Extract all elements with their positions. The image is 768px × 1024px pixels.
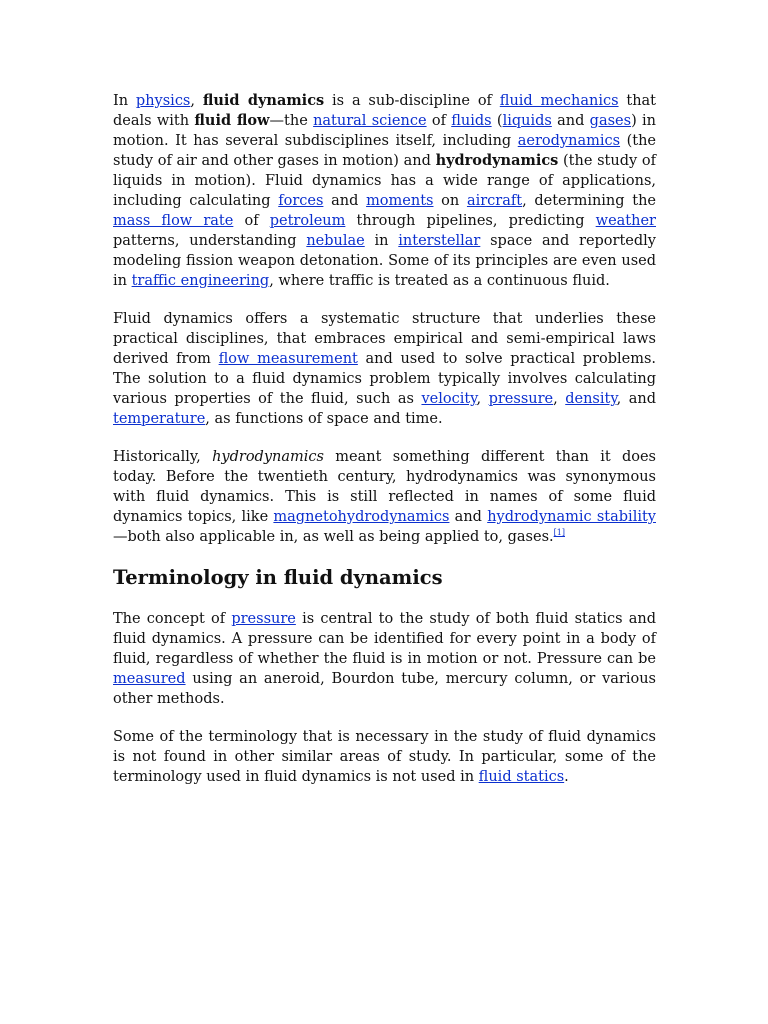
text-run: , — [190, 93, 203, 109]
section-heading: Terminology in fluid dynamics — [113, 566, 443, 589]
text-run: and — [449, 509, 488, 525]
text-run: ( — [491, 113, 503, 129]
text-run: is a sub-discipline of — [324, 93, 500, 109]
link-physics[interactable]: physics — [135, 93, 191, 109]
paragraph-terminology — [113, 727, 656, 787]
text-run: (the study of liquids in motion). Fluid dynamics has a wide range of applications, including calculating — [113, 153, 656, 209]
link-fluids[interactable]: fluids — [451, 113, 492, 129]
link-interstellar[interactable]: interstellar — [398, 233, 481, 249]
text-run: patterns, understanding — [113, 233, 307, 249]
text-run: that deals with — [113, 93, 657, 129]
link-flow-measurement[interactable]: flow measurement — [218, 351, 358, 367]
text-run: Some of the terminology that is necessary in the study of fluid dynamics is not found in other similar areas of study. In particular, some of the terminology used in fluid dynamics is not used in — [113, 729, 656, 785]
link-moments[interactable]: moments — [366, 193, 434, 209]
text-run: (the study of air and other gases in motion) and — [113, 133, 656, 169]
text-run: using an aneroid, Bourdon tube, mercury column, or various other methods. — [113, 671, 656, 707]
link-magnetohydrodynamics[interactable]: magnetohydrodynamics — [273, 509, 450, 525]
text-run: space and reportedly modeling fission weapon detonation. Some of its principles are even used in — [113, 233, 656, 289]
link-nebulae[interactable]: nebulae — [306, 233, 365, 249]
paragraph-pressure — [113, 609, 656, 709]
text-run: , — [553, 391, 566, 407]
bold-term-hydrodynamics: hydrodynamics — [435, 152, 559, 169]
link-density[interactable]: density — [565, 391, 617, 407]
text-run: ) in motion. It has several subdisciplines itself, including — [113, 113, 656, 149]
text-run: and — [323, 193, 367, 209]
citation-link[interactable]: [1] — [553, 528, 565, 537]
link-temperature[interactable]: temperature — [113, 411, 206, 427]
link-fluid-statics[interactable]: fluid statics — [478, 769, 565, 785]
article-body — [113, 91, 656, 805]
link-fluid-mechanics[interactable]: fluid mechanics — [499, 93, 619, 109]
text-run: through pipelines, predicting — [345, 213, 596, 229]
link-aerodynamics[interactable]: aerodynamics — [517, 133, 621, 149]
text-run: In — [113, 93, 136, 109]
text-run: . — [564, 769, 569, 785]
text-run: The concept of — [113, 611, 232, 627]
italic-term-hydrodynamics: hydrodynamics — [212, 449, 324, 465]
text-run: Historically, — [113, 449, 213, 465]
text-run: on — [433, 193, 467, 209]
link-gases[interactable]: gases — [589, 113, 632, 129]
text-run: is central to the study of both fluid statics and fluid dynamics. A pressure can be identified for every point in a body of fluid, regardless of whether the fluid is in motion or not. Pressure can be — [113, 611, 656, 667]
paragraph-history — [113, 447, 656, 547]
paragraph-intro — [113, 91, 656, 291]
text-run: —both also applicable in, as well as being applied to, gases. — [113, 529, 554, 545]
link-aircraft[interactable]: aircraft — [466, 193, 523, 209]
link-measured[interactable]: measured — [113, 671, 186, 687]
bold-term-fluid-flow: fluid flow — [194, 112, 270, 129]
text-run: , determining the — [522, 193, 656, 209]
link-traffic-engineering[interactable]: traffic engineering — [131, 273, 270, 289]
text-run: in — [364, 233, 399, 249]
text-run: and — [551, 113, 590, 129]
text-run: and used to solve practical problems. The solution to a fluid dynamics problem typically involves calculating various properties of the fluid, such as — [113, 351, 657, 407]
link-liquids[interactable]: liquids — [502, 113, 552, 129]
link-mass-flow-rate[interactable]: mass flow rate — [113, 213, 234, 229]
link-pressure-concept[interactable]: pressure — [231, 611, 296, 627]
link-velocity[interactable]: velocity — [421, 391, 477, 407]
text-run: —the — [269, 113, 314, 129]
text-run: Fluid dynamics offers a systematic structure that underlies these practical disciplines, that embraces empirical and semi-empirical laws derived from — [113, 311, 656, 367]
link-hydrodynamic-stability[interactable]: hydrodynamic stability — [487, 509, 656, 525]
text-run: , where traffic is treated as a continuous fluid. — [269, 273, 610, 289]
text-run: meant something different than it does today. Before the twentieth century, hydrodynamics was synonymous with fluid dynamics. This is still reflected in names of some fluid dynamics topics, like — [113, 449, 656, 525]
link-petroleum[interactable]: petroleum — [269, 213, 346, 229]
text-run: of — [426, 113, 452, 129]
link-natural-science[interactable]: natural science — [313, 113, 427, 129]
bold-term-fluid-dynamics: fluid dynamics — [202, 92, 325, 109]
text-run: , — [476, 391, 489, 407]
link-weather[interactable]: weather — [595, 213, 656, 229]
link-forces[interactable]: forces — [278, 193, 324, 209]
text-run: , as functions of space and time. — [205, 411, 443, 427]
link-pressure[interactable]: pressure — [488, 391, 554, 407]
text-run: , and — [616, 391, 656, 407]
paragraph-applications — [113, 309, 656, 429]
text-run: of — [233, 213, 270, 229]
